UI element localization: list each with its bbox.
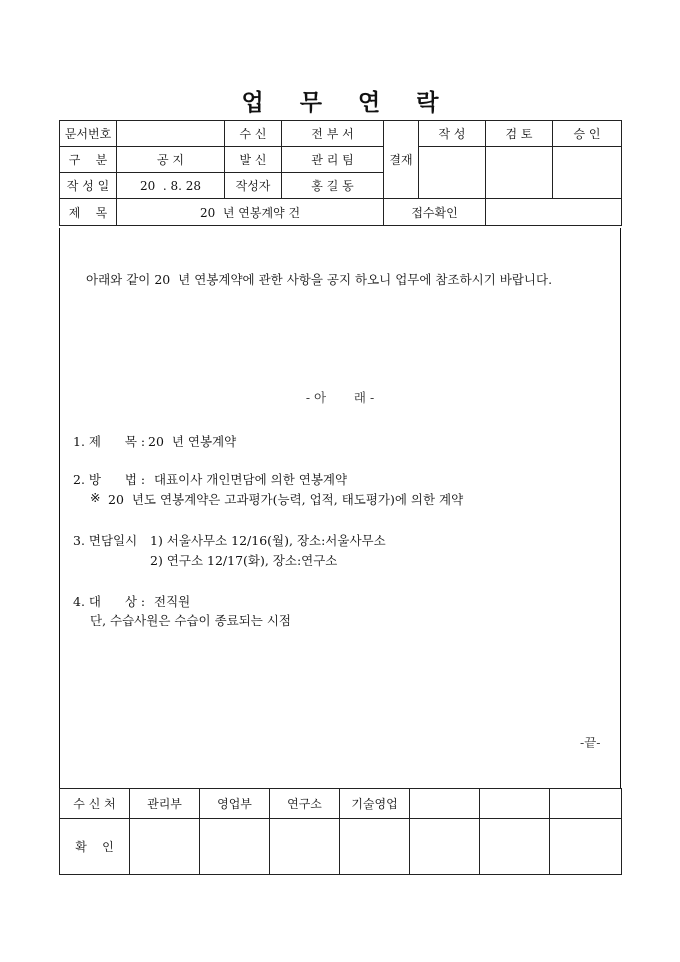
recipient-value: 전 부 서 [282, 121, 384, 147]
recipient-label: 수 신 [225, 121, 282, 147]
subject-label: 제 목 [60, 199, 117, 226]
item-3-text-1: 1) 서울사무소 12/16(월), 장소:서울사무소 [150, 533, 386, 548]
recipient-dept-1: 관리부 [130, 789, 200, 819]
confirm-cell-6 [480, 819, 550, 875]
document-body [59, 228, 621, 788]
item-1-label: 1. 제 목 : [73, 434, 146, 449]
approval-col-review: 검 토 [486, 121, 553, 147]
subject-value: 20 년 연봉계약 건 [117, 199, 384, 226]
recipient-dept-3: 연구소 [270, 789, 340, 819]
item-3-label: 3. 면담일시 [73, 533, 138, 548]
approval-col-write: 작 성 [419, 121, 486, 147]
note-mark: ※ [90, 490, 101, 505]
recipients-table [59, 788, 622, 875]
end-mark: -끝- [580, 735, 601, 750]
item-4-note: 단, 수습사원은 수습이 종료되는 시점 [90, 613, 291, 628]
below-heading: - 아 래 - [305, 390, 375, 405]
approval-col-approve: 승 인 [553, 121, 622, 147]
confirm-cell-7 [550, 819, 622, 875]
receipt-check-label: 접수확인 [384, 199, 486, 226]
approval-sign-approve [553, 147, 622, 199]
confirm-label: 확 인 [60, 819, 130, 875]
doc-no-value [117, 121, 225, 147]
category-label: 구 분 [60, 147, 117, 173]
approval-sign-review [486, 147, 553, 199]
writer-value: 홍 길 동 [282, 173, 384, 199]
item-3-text-2: 2) 연구소 12/17(화), 장소:연구소 [150, 553, 338, 568]
intro-text: 아래와 같이 20 년 연봉계약에 관한 사항을 공지 하오니 업무에 참조하시기 바랍니다. [86, 272, 553, 287]
confirm-cell-2 [200, 819, 270, 875]
item-1-text: 20 년 연봉계약 [148, 434, 237, 449]
header-table [59, 120, 622, 226]
confirm-cell-4 [340, 819, 410, 875]
approval-label: 결재 [384, 121, 419, 199]
page-title: 업 무 연 락 [241, 89, 453, 116]
sender-value: 관 리 팀 [282, 147, 384, 173]
recipient-dept-6 [480, 789, 550, 819]
item-2-label: 2. 방 법 : [73, 472, 146, 487]
approval-sign-write [419, 147, 486, 199]
writer-label: 작성자 [225, 173, 282, 199]
item-2-text: 대표이사 개인면담에 의한 연봉계약 [154, 472, 348, 487]
item-2-note: 20 년도 연봉계약은 고과평가(능력, 업적, 태도평가)에 의한 계약 [108, 492, 464, 507]
recipients-label: 수 신 처 [60, 789, 130, 819]
receipt-check-value [486, 199, 622, 226]
confirm-cell-1 [130, 819, 200, 875]
recipient-dept-5 [410, 789, 480, 819]
date-value: 20 . 8. 28 [117, 173, 225, 199]
category-value: 공 지 [117, 147, 225, 173]
date-label: 작 성 일 [60, 173, 117, 199]
recipient-dept-7 [550, 789, 622, 819]
recipient-dept-2: 영업부 [200, 789, 270, 819]
confirm-cell-5 [410, 819, 480, 875]
recipient-dept-4: 기술영업 [340, 789, 410, 819]
confirm-cell-3 [270, 819, 340, 875]
item-4-label: 4. 대 상 : [73, 594, 146, 609]
doc-no-label: 문서번호 [60, 121, 117, 147]
item-4-text: 전직원 [154, 594, 191, 609]
sender-label: 발 신 [225, 147, 282, 173]
